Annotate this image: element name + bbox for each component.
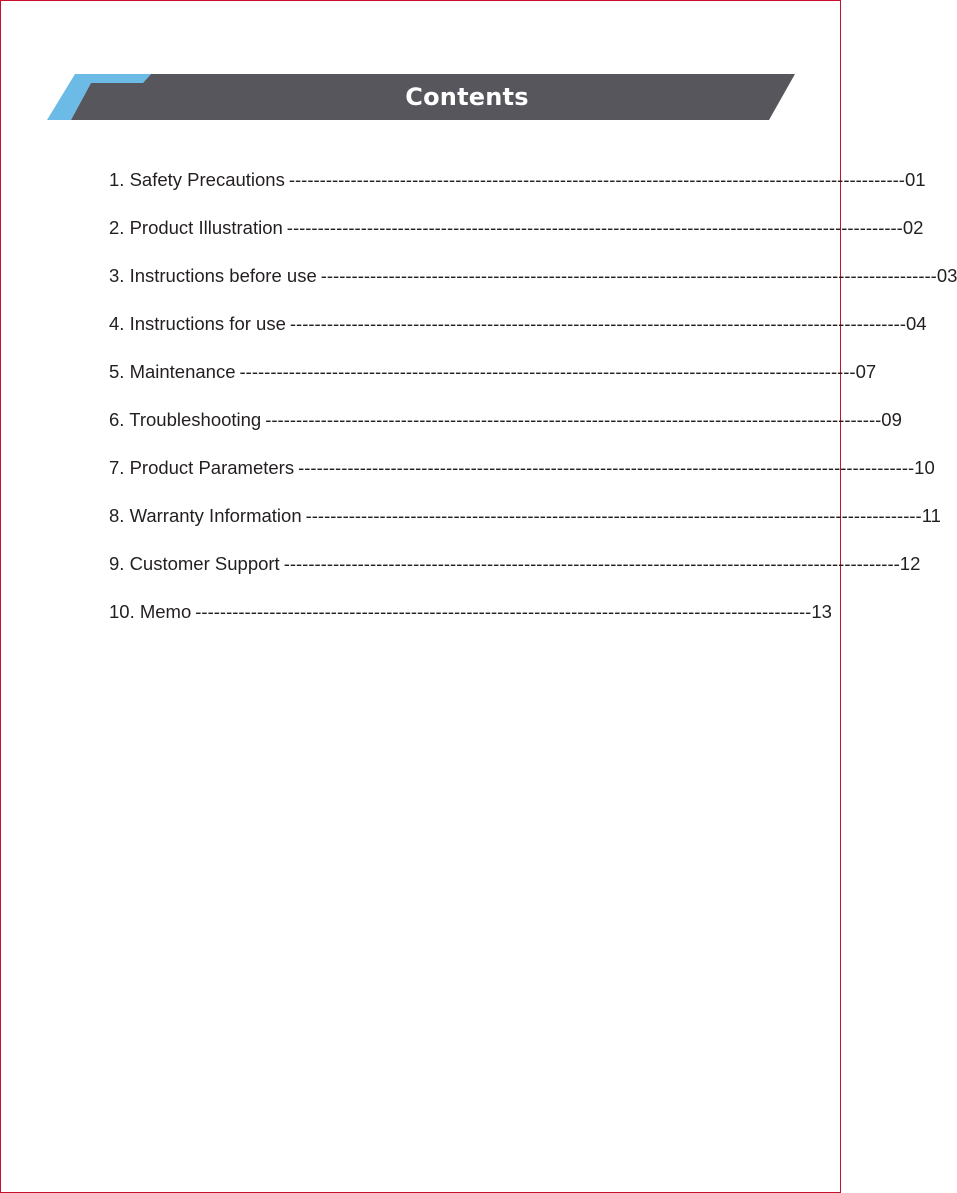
- toc-item-label: 3. Instructions before use: [109, 265, 317, 286]
- toc-item-label: 6. Troubleshooting: [109, 409, 262, 430]
- toc-leader-dashes: ----------------------------------------------------------------------------------------------------: [298, 457, 915, 478]
- toc-item-instructions-for-use[interactable]: [109, 313, 927, 361]
- page-title: Contents: [405, 83, 529, 111]
- toc-item-label: 8. Warranty Information: [109, 505, 302, 526]
- toc-item-product-parameters[interactable]: [109, 457, 935, 505]
- toc-page-number: 01: [904, 169, 926, 190]
- toc-leader-dashes: ----------------------------------------------------------------------------------------------------: [286, 217, 903, 238]
- toc-page-number: 12: [899, 553, 921, 574]
- toc-page-number: 03: [936, 265, 957, 286]
- toc-leader-dashes: ----------------------------------------------------------------------------------------------------: [305, 505, 922, 526]
- toc-item-memo[interactable]: [109, 601, 832, 649]
- toc-page-number: 02: [902, 217, 924, 238]
- toc-leader-dashes: ----------------------------------------------------------------------------------------------------: [265, 409, 882, 430]
- toc-leader-dashes: ----------------------------------------------------------------------------------------------------: [320, 265, 937, 286]
- toc-item-warranty-information[interactable]: [109, 505, 941, 553]
- toc-item-troubleshooting[interactable]: [109, 409, 902, 457]
- toc-item-label: 10. Memo: [109, 601, 192, 622]
- contents-header-banner: [47, 74, 795, 120]
- toc-item-label: 5. Maintenance: [109, 361, 236, 382]
- toc-page-number: 13: [811, 601, 832, 622]
- toc-item-product-illustration[interactable]: [109, 217, 924, 265]
- table-of-contents: [109, 169, 957, 649]
- toc-item-label: 1. Safety Precautions: [109, 169, 285, 190]
- toc-page-number: 11: [921, 505, 941, 526]
- toc-leader-dashes: ----------------------------------------------------------------------------------------------------: [288, 169, 905, 190]
- toc-item-instructions-before-use[interactable]: [109, 265, 957, 313]
- toc-item-label: 9. Customer Support: [109, 553, 280, 574]
- toc-leader-dashes: ----------------------------------------------------------------------------------------------------: [289, 313, 906, 334]
- toc-item-customer-support[interactable]: [109, 553, 921, 601]
- toc-item-safety-precautions[interactable]: [109, 169, 926, 217]
- toc-page-number: 09: [881, 409, 902, 430]
- toc-item-maintenance[interactable]: [109, 361, 877, 409]
- toc-item-label: 7. Product Parameters: [109, 457, 295, 478]
- toc-item-label: 2. Product Illustration: [109, 217, 283, 238]
- toc-leader-dashes: ----------------------------------------------------------------------------------------------------: [239, 361, 856, 382]
- toc-page-number: 07: [855, 361, 877, 382]
- toc-page-number: 04: [905, 313, 927, 334]
- toc-page-number: 10: [914, 457, 935, 478]
- toc-leader-dashes: ----------------------------------------------------------------------------------------------------: [195, 601, 812, 622]
- toc-item-label: 4. Instructions for use: [109, 313, 286, 334]
- toc-leader-dashes: ----------------------------------------------------------------------------------------------------: [283, 553, 900, 574]
